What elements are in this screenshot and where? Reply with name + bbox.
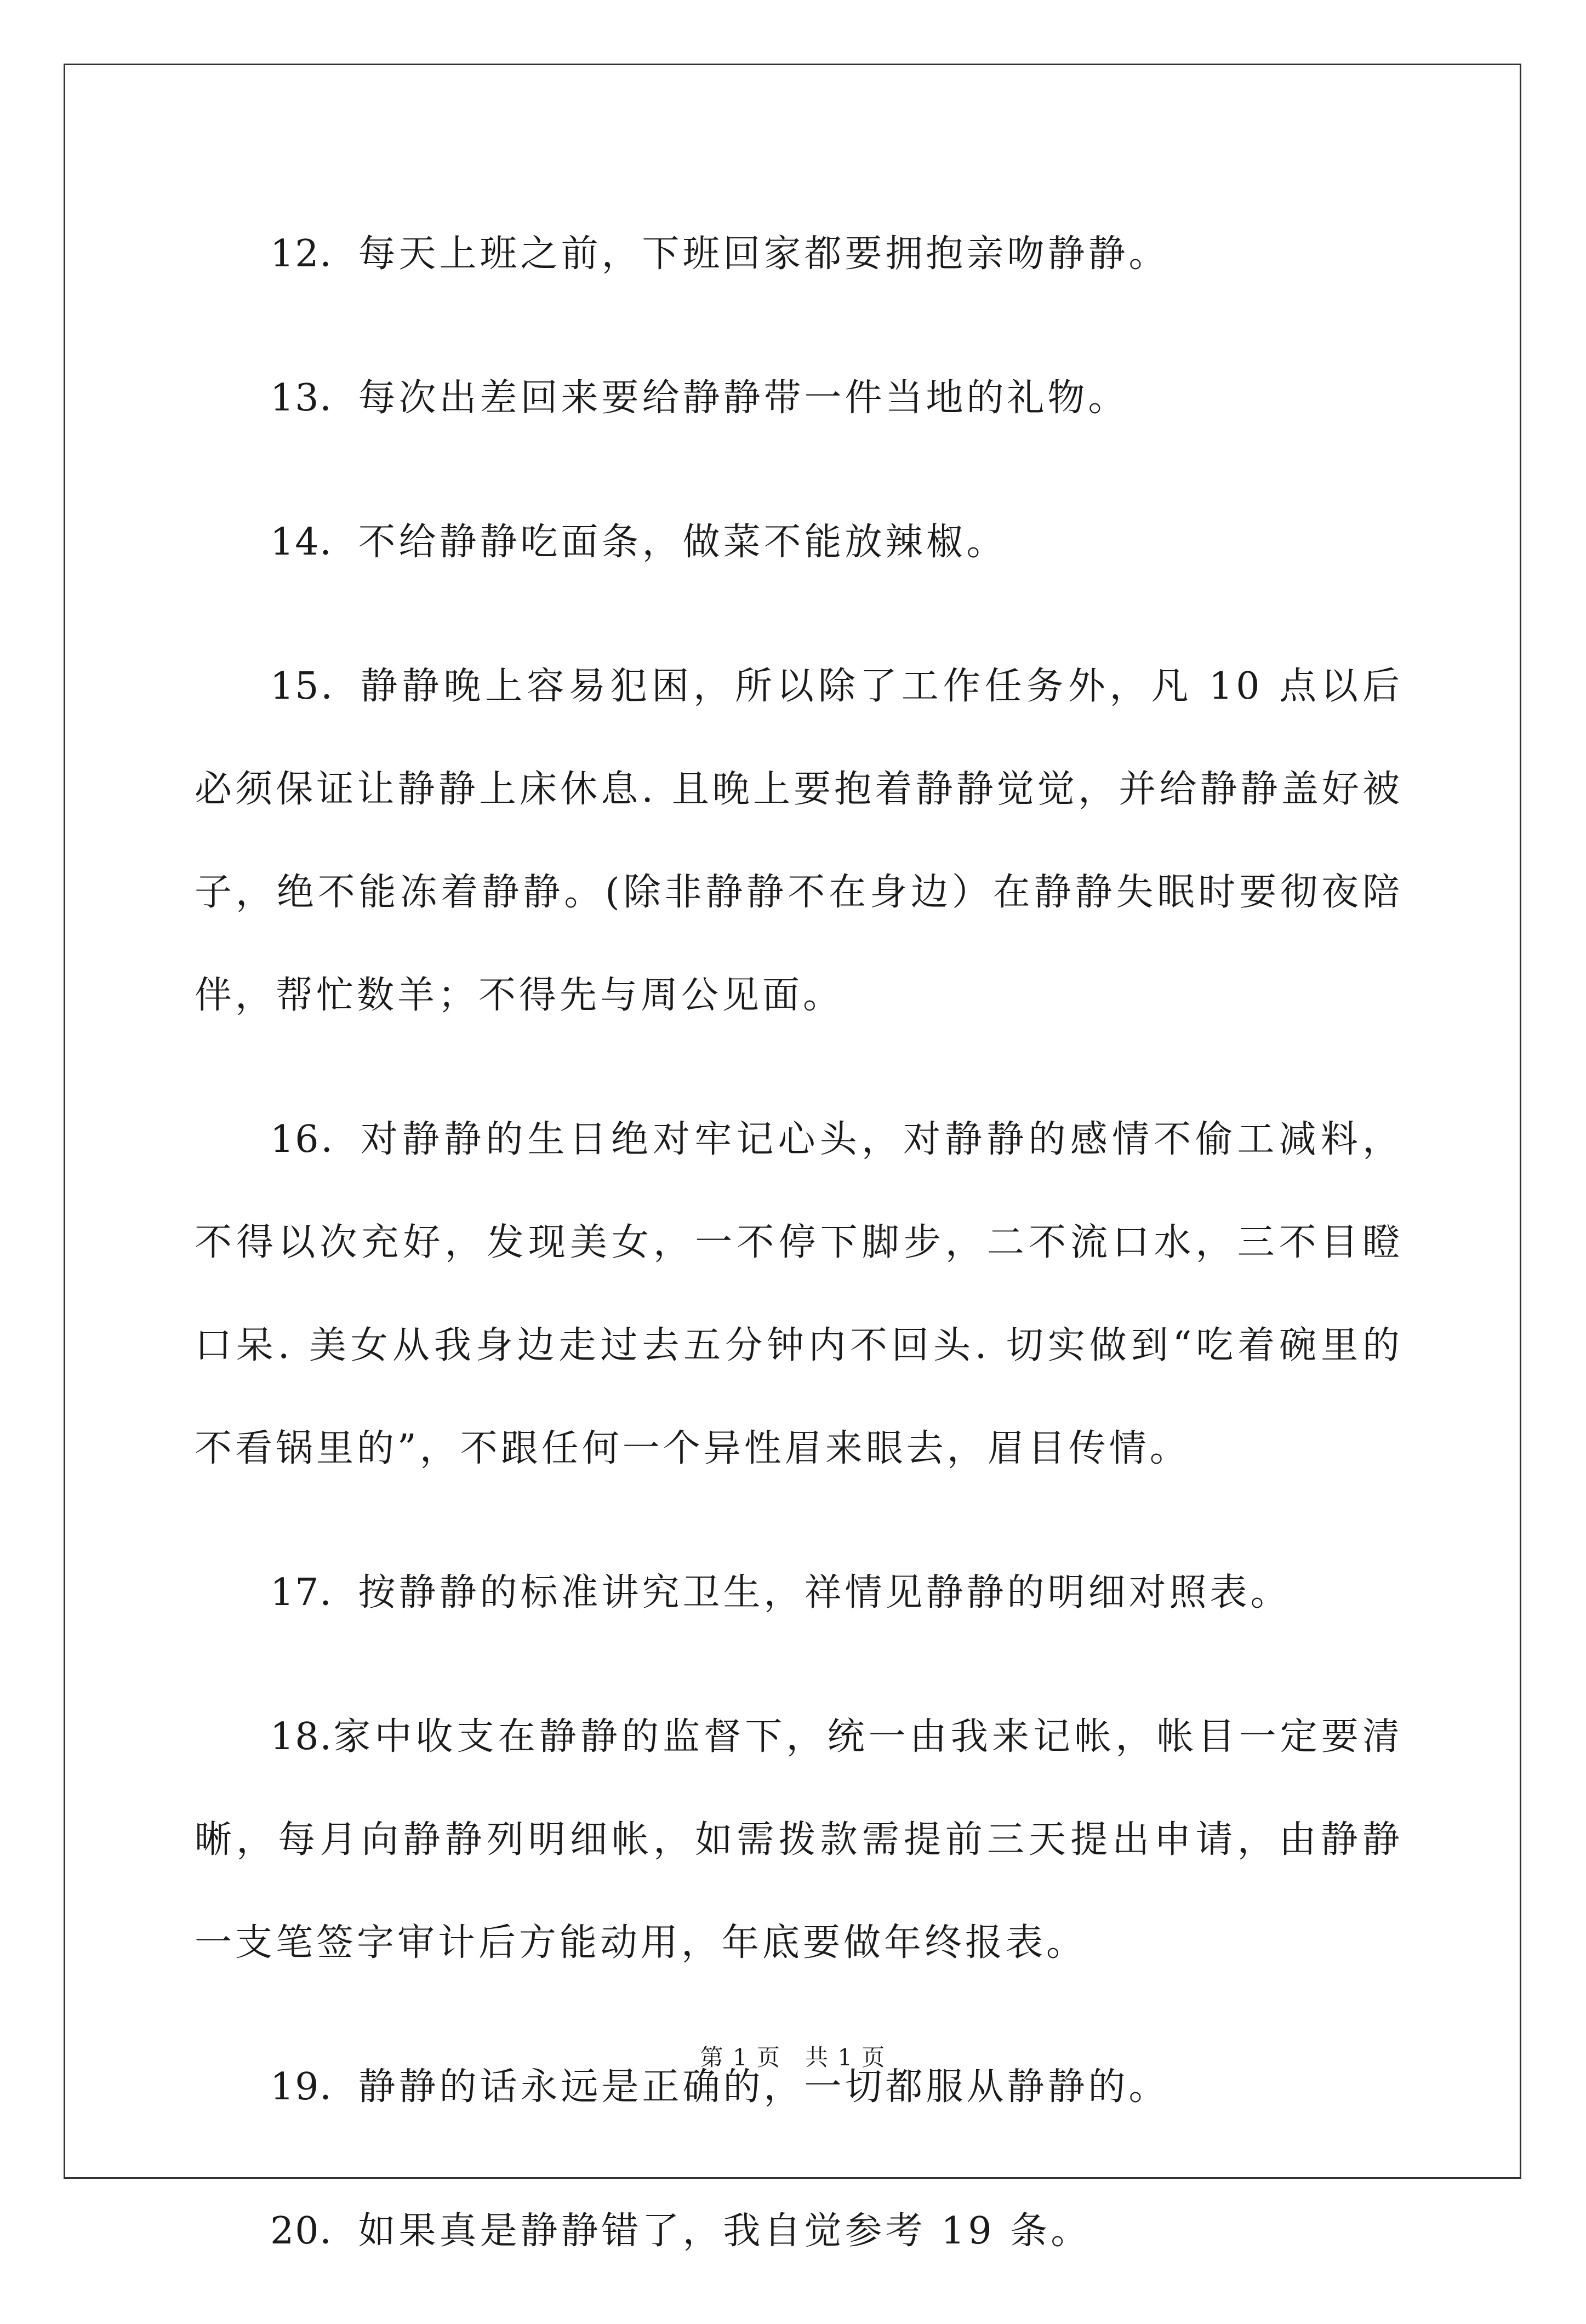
paragraph-text: 每次出差回来要给静静带一件当地的礼物。 [358, 376, 1129, 420]
paragraph-number: 18. [270, 1715, 333, 1758]
paragraph-number: 16． [270, 1118, 361, 1161]
paragraph-13 [195, 347, 1403, 450]
paragraph-12 [195, 203, 1403, 306]
page-footer [0, 2040, 1586, 2072]
paragraph-number: 19． [270, 2065, 358, 2109]
paragraph-text: 如果真是静静错了，我自觉参考 19 条。 [358, 2209, 1092, 2253]
paragraph-number: 15． [270, 665, 361, 708]
paragraph-text: 家中收支在静静的监督下，统一由我来记帐，帐目一定要清晰，每月向静静列明细帐，如需拨款需提前三天提出申请，由静静一支笔签字审计后方能动用，年底要做年终报表。 [195, 1715, 1403, 1965]
paragraph-text: 静静晚上容易犯困，所以除了工作任务外，凡 10 点以后必须保证让静静上床休息. 且晚上要抱着静静觉觉，并给静静盖好被子，绝不能冻着静静。(除非静静不在身边）在静静失眠时要彻夜陪伴，帮忙数羊；不得先与周公见面。 [195, 665, 1403, 1017]
page-number-current: 第 1 页 [700, 2044, 781, 2071]
paragraph-number: 17． [270, 1571, 358, 1614]
document-body [195, 203, 1403, 2324]
paragraph-number: 14． [270, 521, 358, 564]
paragraph-number: 12． [270, 232, 358, 276]
paragraph-text: 对静静的生日绝对牢记心头，对静静的感情不偷工减料，不得以次充好，发现美女，一不停下脚步，二不流口水，三不目瞪口呆. 美女从我身边走过去五分钟内不回头. 切实做到“吃着碗里的不看锅里的”，不跟任何一个异性眉来眼去，眉目传情。 [195, 1118, 1403, 1470]
paragraph-15 [195, 635, 1403, 1047]
paragraph-text: 按静静的标准讲究卫生，祥情见静静的明细对照表。 [358, 1571, 1291, 1614]
paragraph-number: 13． [270, 376, 358, 420]
paragraph-text: 不给静静吃面条，做菜不能放辣椒。 [358, 521, 1007, 564]
paragraph-number: 20． [270, 2209, 358, 2253]
paragraph-text: 每天上班之前，下班回家都要拥抱亲吻静静。 [358, 232, 1169, 276]
paragraph-text: 静静的话永远是正确的，一切都服从静静的。 [358, 2065, 1169, 2109]
paragraph-16 [195, 1088, 1403, 1500]
paragraph-17 [195, 1541, 1403, 1644]
page-number-total: 共 1 页 [805, 2044, 886, 2071]
paragraph-14 [195, 491, 1403, 594]
paragraph-20 [195, 2180, 1403, 2283]
paragraph-18 [195, 1686, 1403, 1995]
